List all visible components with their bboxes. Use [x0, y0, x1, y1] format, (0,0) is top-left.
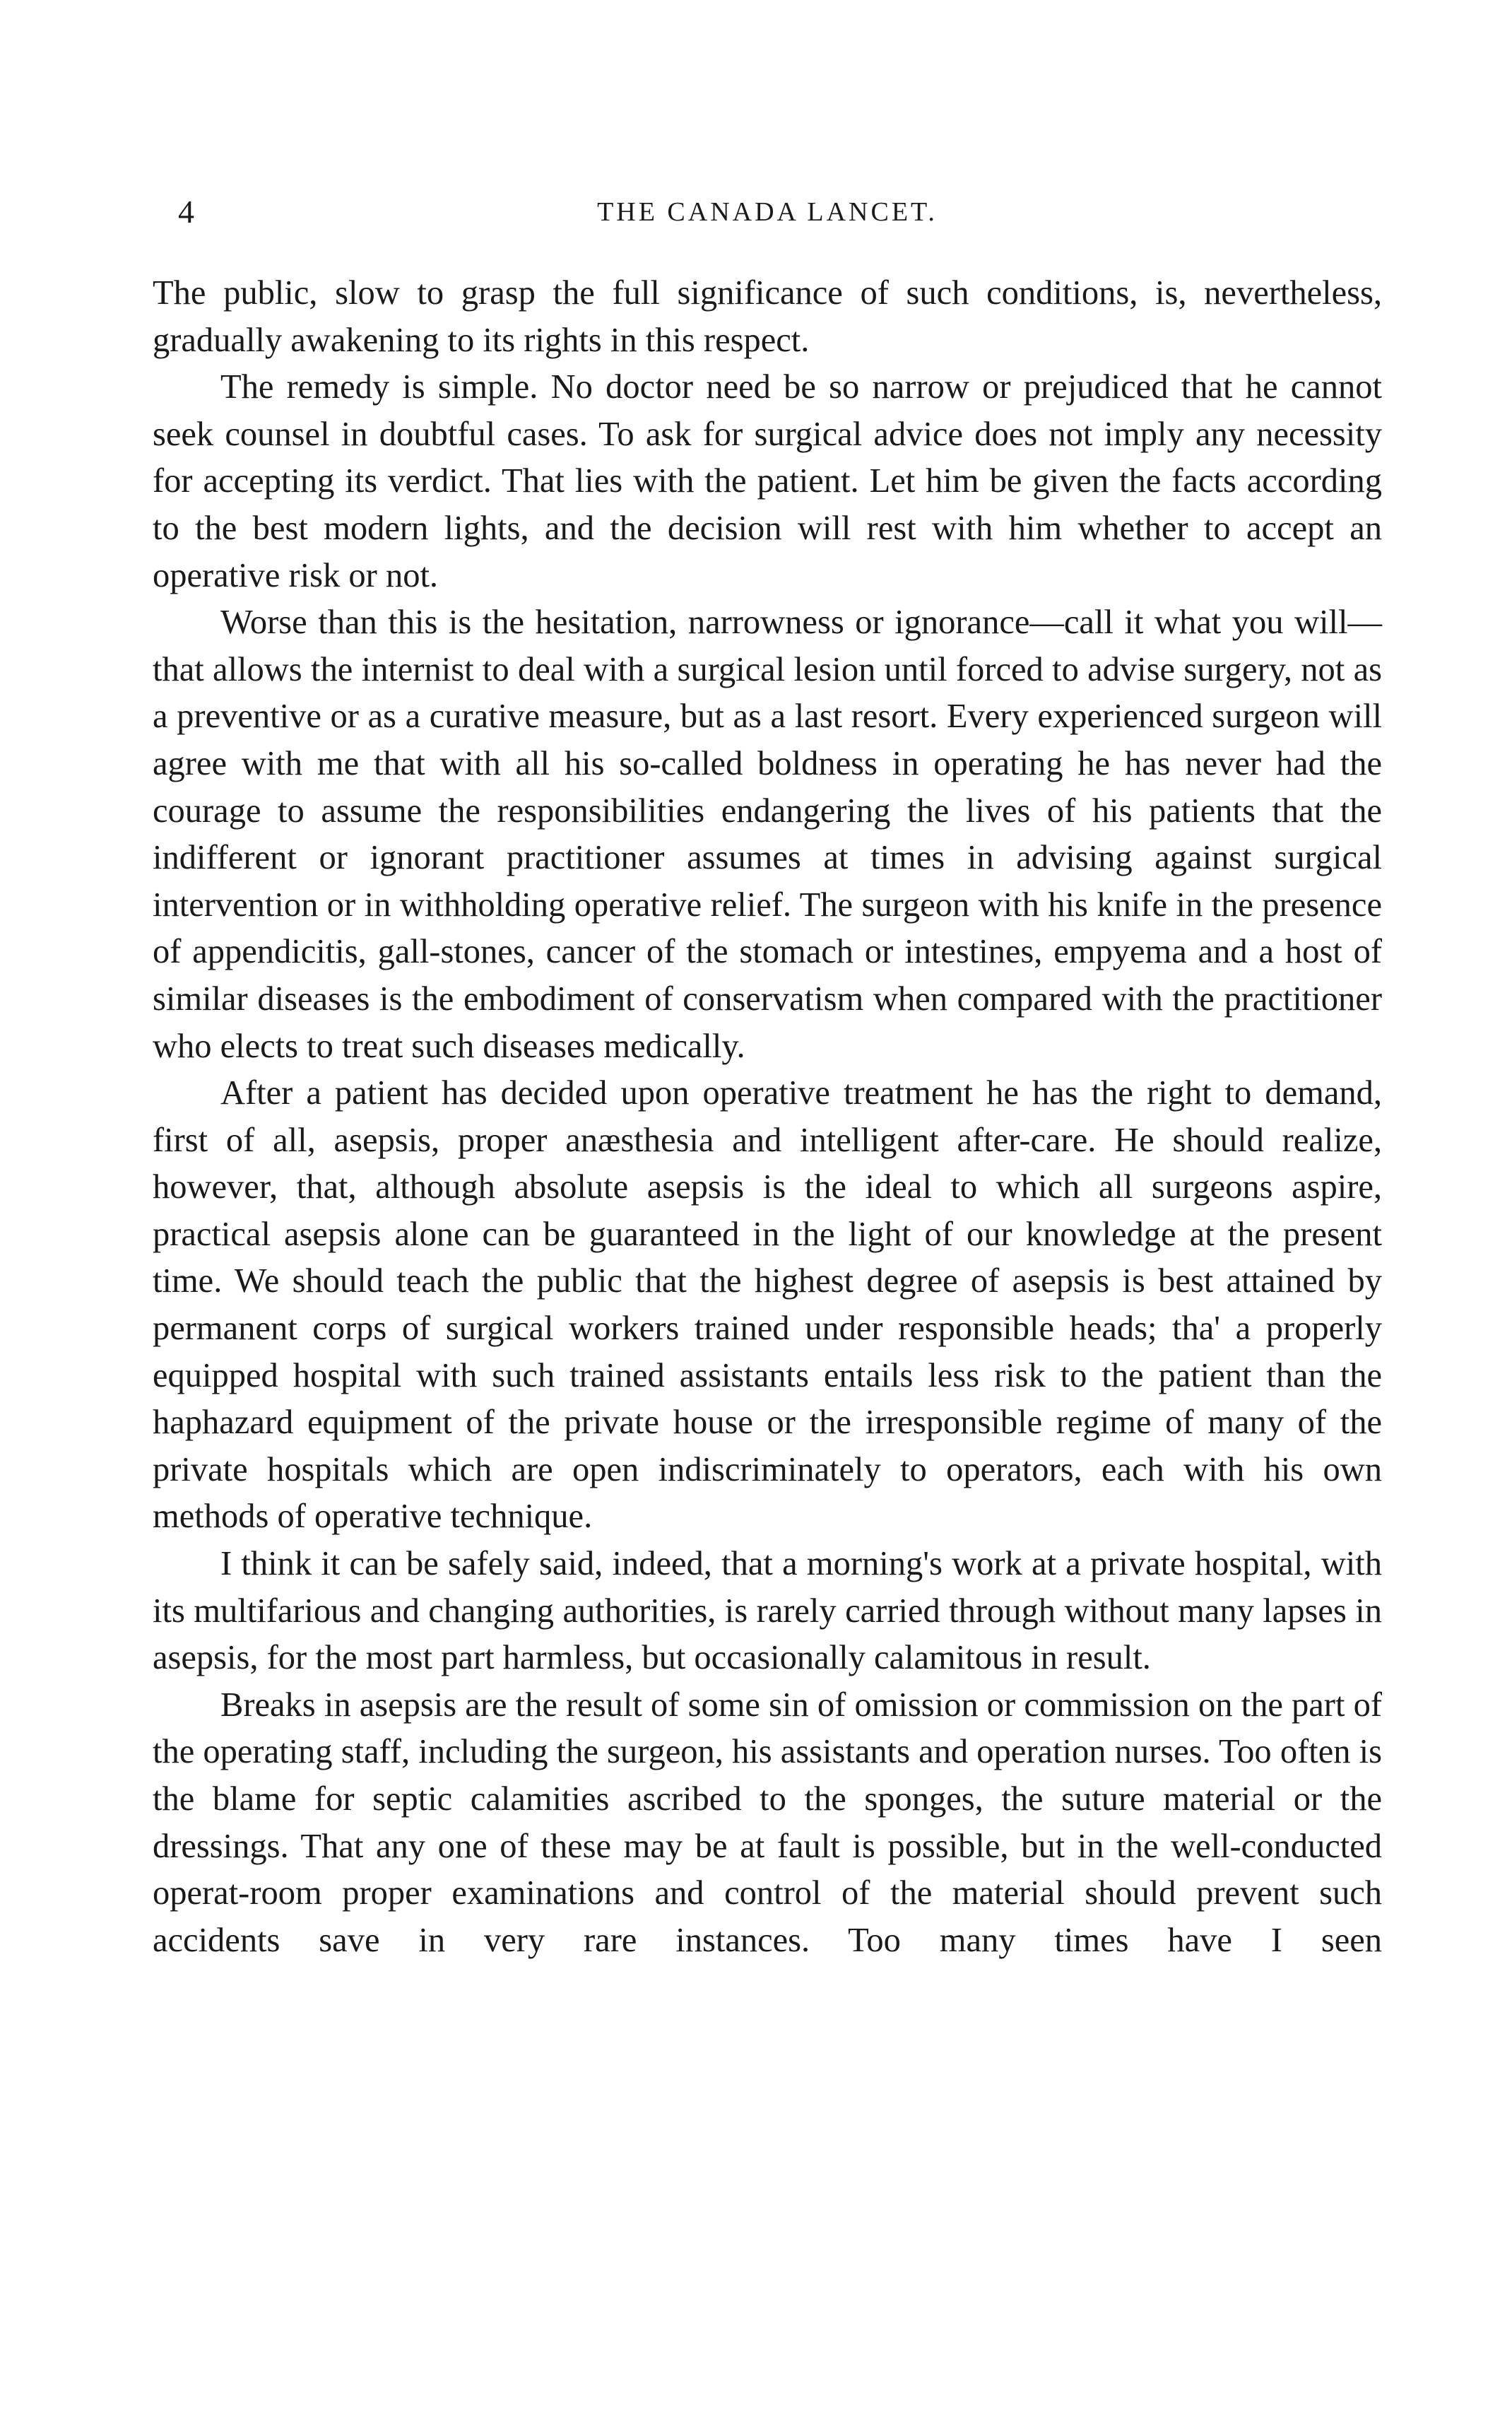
paragraph-continuation: The public, slow to grasp the full significance of such conditions, is, nevertheless, gradually awakening to its rights in this respect. — [153, 274, 1382, 359]
running-head — [153, 189, 1382, 235]
paragraph-breaks-in-asepsis: Breaks in asepsis are the result of some sin of omission or commission on the part of the operating staff, including the surgeon, his assistants and operation nurses. Too often is the blame for septic calamities ascribed to the sponges, the suture material or the dressings. That any one of these may be at fault is possible, but in the well-conducted operat-room proper examinations and control of the material should prevent such accidents save in very rare instances. Too many times have I seen — [153, 1686, 1382, 1959]
paragraph-after-a-patient: After a patient has decided upon operative treatment he has the right to demand, first of all, asepsis, proper anæsthesia and intelligent after-care. He should realize, however, that, although absolute asepsis is the ideal to which all surgeons aspire, practical asepsis alone can be guaranteed in the light of our knowledge at the present time. We should teach the public that the highest degree of asepsis is best attained by permanent corps of surgical workers trained under responsible heads; tha' a properly equipped hospital with such trained assistants entails less risk to the patient than the haphazard equipment of the private house or the irresponsible regime of many of the private hospitals which are open indiscriminately to operators, each with his own methods of operative technique. — [153, 1074, 1382, 1536]
journal-title: THE CANADA LANCET. — [597, 197, 938, 227]
paragraph-worse-than-this: Worse than this is the hesitation, narrowness or ignorance—call it what you will—that allows the internist to deal with a surgical lesion until forced to advise surgery, not as a preventive or as a curative measure, but as a last resort. Every experienced surgeon will agree with me that with all his so-called boldness in operating he has never had the courage to assume the responsibilities endangering the lives of his patients that the indifferent or ignorant practitioner assumes at times in advising against surgical intervention or in withholding operative relief. The surgeon with his knife in the presence of appendicitis, gall-stones, cancer of the stomach or intestines, empyema and a host of similar diseases is the embodiment of conservatism when compared with the practitioner who elects to treat such diseases medically. — [153, 604, 1382, 1065]
body-text — [153, 270, 1382, 1964]
paragraph-morning-work: I think it can be safely said, indeed, that a morning's work at a private hospital, with its multifarious and changing authorities, is rarely carried through without many lapses in asepsis, for the most part harmless, but occasionally calamitous in result. — [153, 1545, 1382, 1677]
page-number: 4 — [178, 194, 194, 230]
paragraph-remedy: The remedy is simple. No doctor need be so narrow or prejudiced that he cannot seek counsel in doubtful cases. To ask for surgical advice does not imply any necessity for accepting its verdict. That lies with the patient. Let him be given the facts according to the best modern lights, and the decision will rest with him whether to accept an operative risk or not. — [153, 368, 1382, 594]
